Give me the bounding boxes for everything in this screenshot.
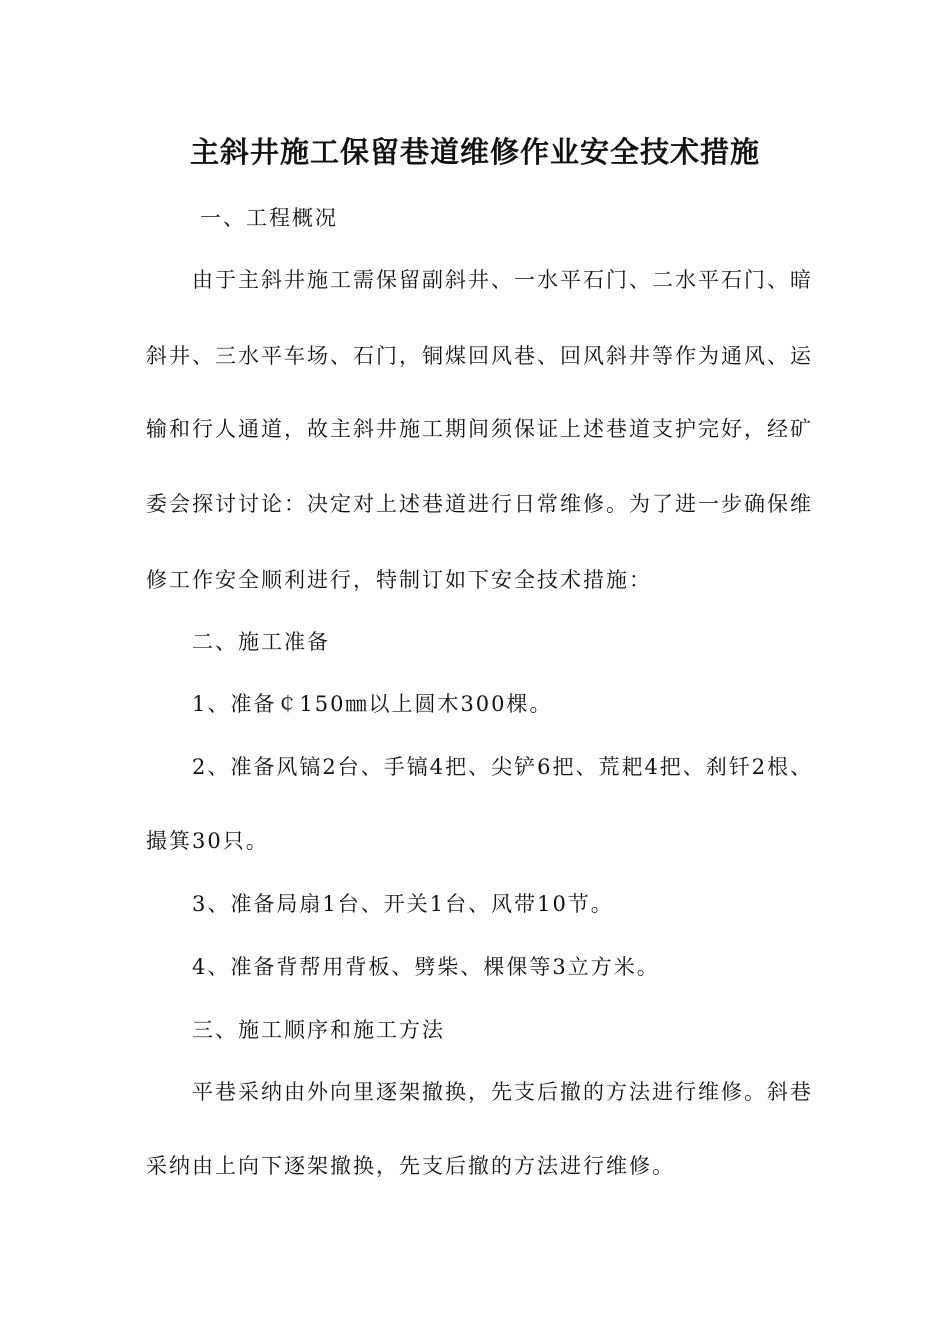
section-heading-sequence: 三、施工顺序和施工方法: [192, 1018, 445, 1042]
paragraph-line: 采纳由上向下逐架撤换，先支后撤的方法进行维修。: [146, 1154, 675, 1178]
paragraph-line: 输和行人通道，故主斜井施工期间须保证上述巷道支护完好，经矿: [146, 417, 813, 441]
list-item: 4、准备背帮用背板、劈柴、棵倮等3立方米。: [192, 955, 660, 979]
paragraph-line: 委会探讨讨论：决定对上述巷道进行日常维修。为了进一步确保维: [146, 492, 813, 516]
list-item: 3、准备局扇1台、开关1台、风带10节。: [192, 892, 614, 916]
document-title: 主斜井施工保留巷道维修作业安全技术措施: [189, 135, 760, 169]
paragraph-line: 斜井、三水平车场、石门，铜煤回风巷、回风斜井等作为通风、运: [146, 344, 813, 368]
paragraph-line: 平巷采纳由外向里逐架撤换，先支后撤的方法进行维修。斜巷: [192, 1080, 813, 1104]
paragraph-line: 修工作安全顺利进行，特制订如下安全技术措施：: [146, 568, 652, 592]
list-item: 1、准备￠150㎜以上圆木300棵。: [192, 692, 553, 716]
paragraph-line: 由于主斜井施工需保留副斜井、一水平石门、二水平石门、暗: [192, 268, 813, 292]
list-item-continuation: 撮箕30只。: [146, 829, 269, 853]
section-heading-preparation: 二、施工准备: [192, 630, 330, 654]
section-heading-overview: 一、工程概况: [200, 206, 338, 230]
list-item: 2、准备风镐2台、手镐4把、尖铲6把、荒耙4把、刹钎2根、: [192, 755, 814, 779]
